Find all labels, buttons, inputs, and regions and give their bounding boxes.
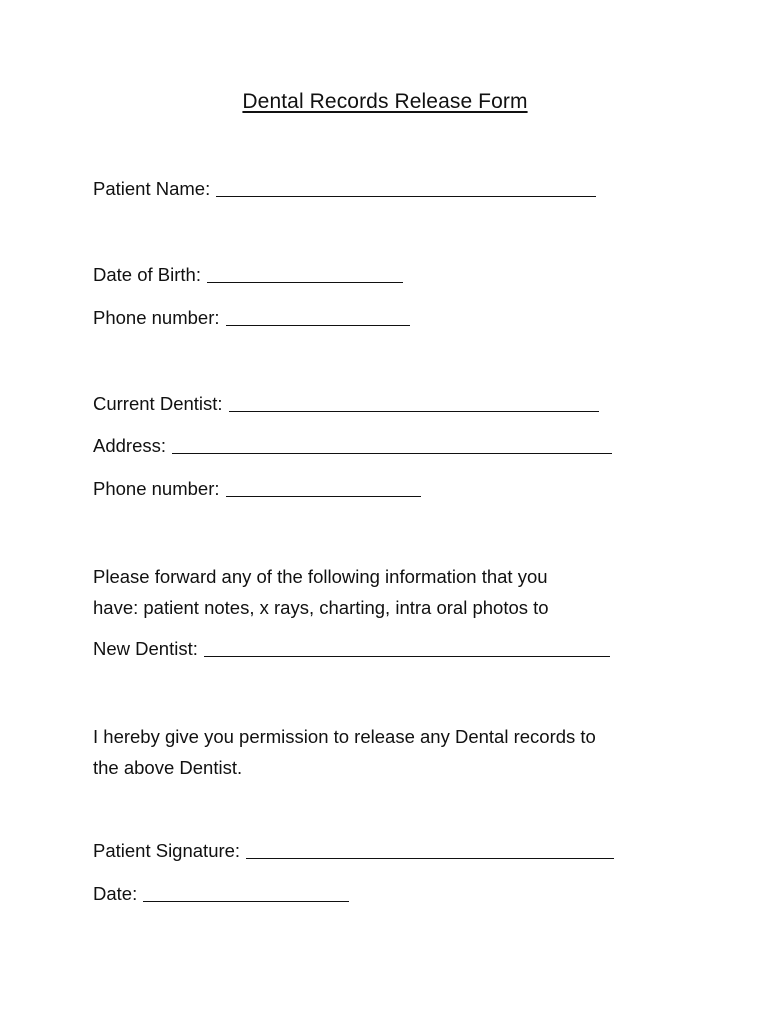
permission-line-2: the above Dentist. [93,757,243,778]
current-dentist-field[interactable] [229,410,599,412]
signature-row [93,840,614,862]
date-field[interactable] [143,900,349,902]
date-label: Date: [93,883,138,904]
permission-line-1: I hereby give you permission to release any Dental records to [93,726,596,747]
permission-paragraph [93,721,693,783]
signature-field[interactable] [246,857,614,859]
current-dentist-row [93,393,599,415]
new-dentist-label: New Dentist: [93,638,198,659]
address-label: Address: [93,435,167,456]
forward-line-1: Please forward any of the following information that you [93,566,548,587]
dob-label: Date of Birth: [93,264,201,285]
patient-name-label: Patient Name: [93,178,211,199]
patient-phone-row [93,307,410,329]
address-field[interactable] [172,452,612,454]
dentist-phone-row [93,478,421,500]
signature-label: Patient Signature: [93,840,241,861]
patient-name-field[interactable] [216,195,596,197]
form-title: Dental Records Release Form [242,90,528,113]
forward-request-paragraph [93,561,693,623]
dob-field[interactable] [207,281,403,283]
patient-name-row [93,178,596,200]
dob-row [93,264,403,286]
date-row [93,883,349,905]
forward-line-2: have: patient notes, x rays, charting, intra oral photos to [93,597,549,618]
patient-phone-label: Phone number: [93,307,220,328]
address-row [93,435,612,457]
patient-phone-field[interactable] [226,324,410,326]
dentist-phone-field[interactable] [226,495,421,497]
new-dentist-row [93,638,610,660]
dentist-phone-label: Phone number: [93,478,220,499]
new-dentist-field[interactable] [204,655,610,657]
current-dentist-label: Current Dentist: [93,393,223,414]
